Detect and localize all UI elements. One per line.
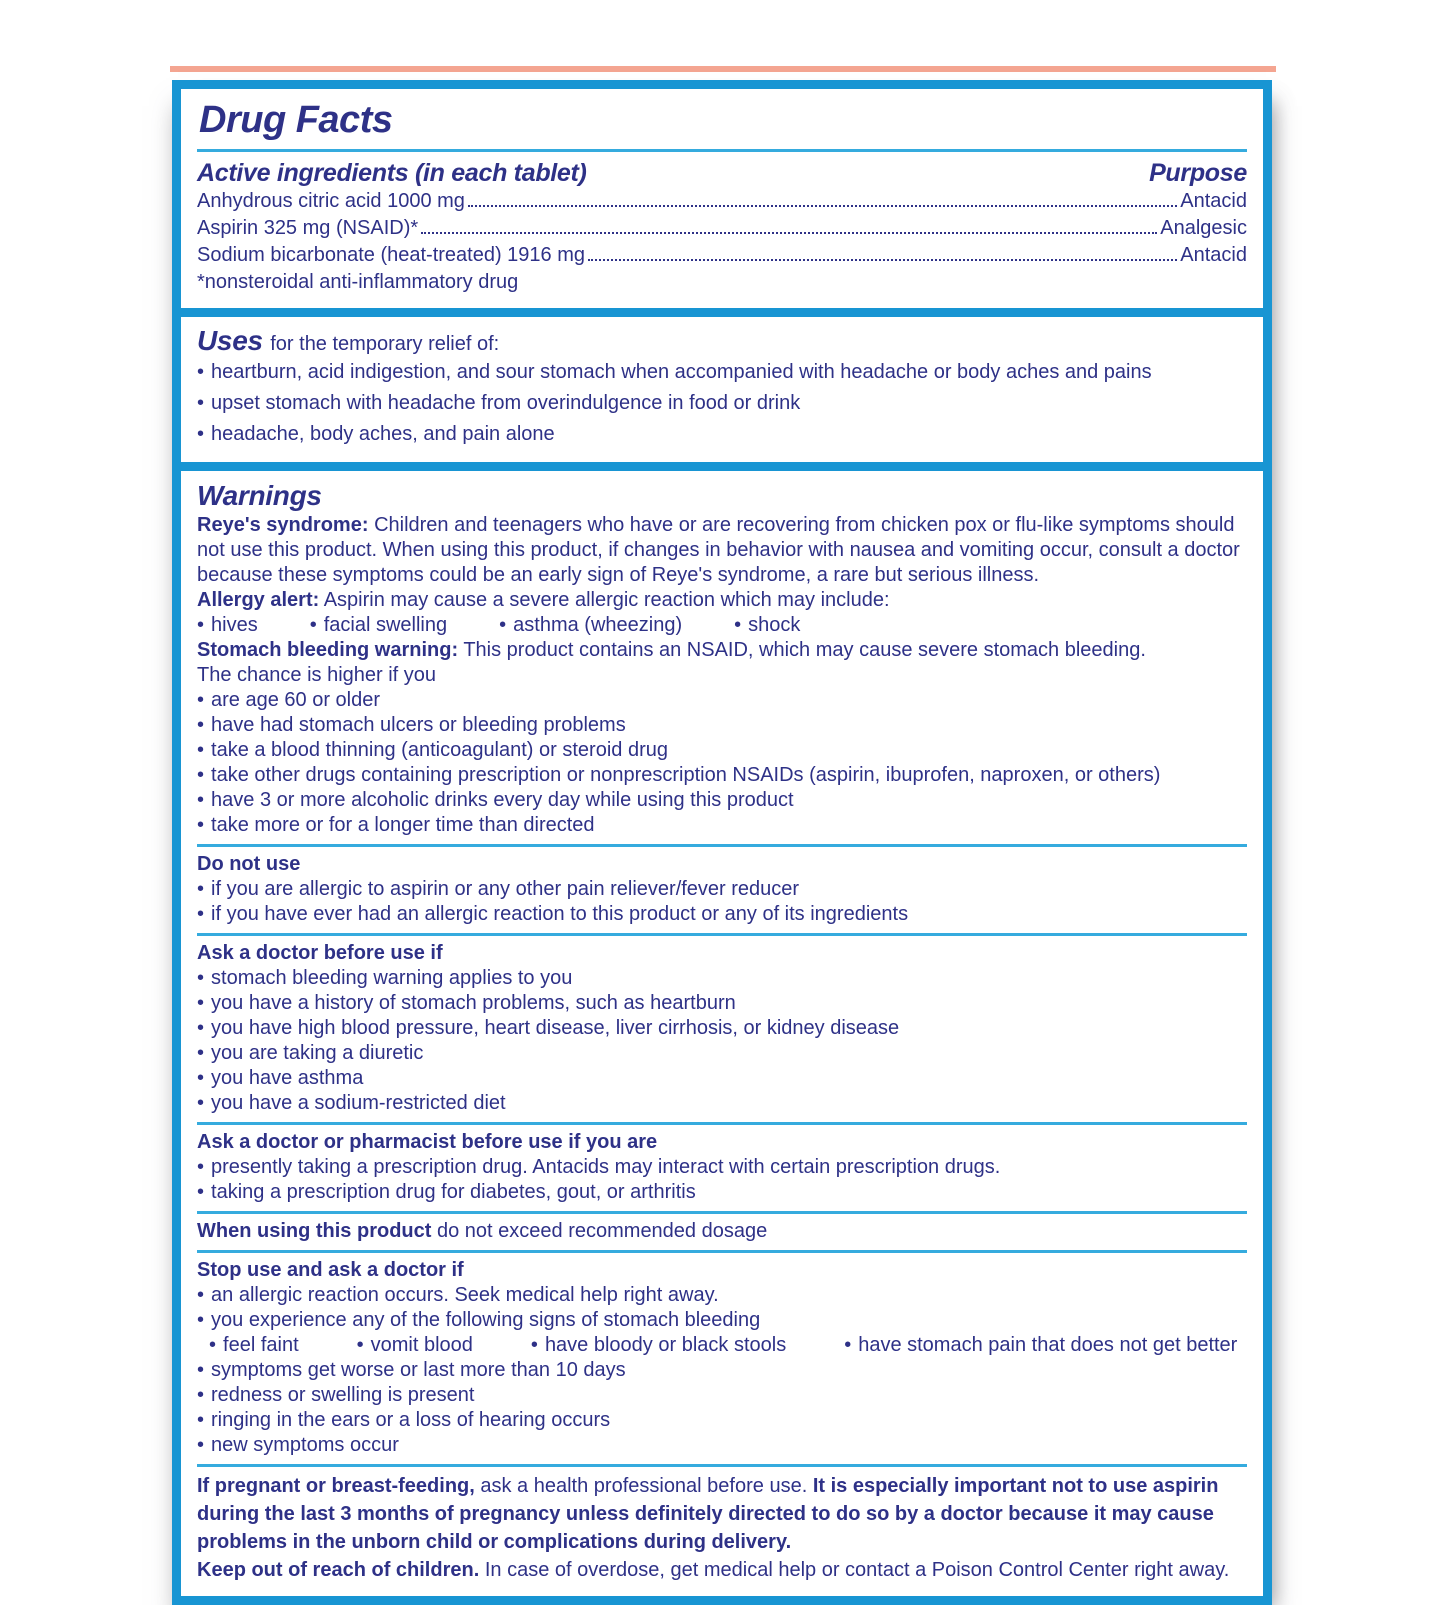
dotted-leader [468,205,1177,207]
ingredient-name: Sodium bicarbonate (heat-treated) 1916 mg [197,244,586,266]
allergy-symptom: • facial swelling [310,613,447,638]
uses-heading: Uses for the temporary relief of: [197,325,500,356]
allergy-symptom: • shock [734,613,800,638]
ask-doctor-bullet: • you have asthma [197,1066,1247,1091]
title-divider [197,149,1247,152]
chance-bullet: • take more or for a longer time than directed [197,813,1247,838]
ingredient-name: Aspirin 325 mg (NSAID)* [197,217,419,239]
purpose-heading: Purpose [1149,159,1247,187]
nsaid-footnote: *nonsteroidal anti-inflammatory drug [197,271,519,293]
ask-pharmacist-heading: Ask a doctor or pharmacist before use if you are [197,1131,658,1153]
dotted-leader [421,232,1157,234]
ask-doctor-bullet: • you have a history of stomach problems, such as heartburn [197,991,1247,1016]
section-uses [181,317,1263,462]
ingredient-row [197,188,1247,215]
subsection-divider [197,1211,1247,1214]
ingredient-row [197,242,1247,269]
stop-use-bullet: • ringing in the ears or a loss of hearing occurs [197,1408,1247,1433]
section-divider-bar [181,308,1263,317]
chance-bullet: • take other drugs containing prescription or nonprescription NSAIDs (aspirin, ibuprofen, naproxen, or others) [197,763,1247,788]
subsection-divider [197,844,1247,847]
uses-bullet: • heartburn, acid indigestion, and sour stomach when accompanied with headache or body aches and pains [197,357,1247,388]
subsection-divider [197,1122,1247,1125]
ingredient-purpose: Antacid [1180,244,1247,266]
ask-doctor-bullet: • stomach bleeding warning applies to you [197,966,1247,991]
chance-intro: The chance is higher if you [197,664,437,686]
do-not-use-bullet: • if you are allergic to aspirin or any other pain reliever/fever reducer [197,877,1247,902]
bleeding-sign: • have stomach pain that does not get better [844,1333,1237,1358]
section-active-ingredients [181,89,1263,308]
ask-pharmacist-bullet: • taking a prescription drug for diabetes, gout, or arthritis [197,1180,1247,1205]
stop-use-bullet: • an allergic reaction occurs. Seek medical help right away. [197,1283,1247,1308]
ingredient-purpose: Antacid [1180,190,1247,212]
bleeding-signs-row [209,1333,1247,1358]
subsection-divider [197,1464,1247,1467]
section-divider-bar [181,462,1263,471]
keep-out-of-reach: Keep out of reach of children. In case of overdose, get medical help or contact a Poison Control Center right away. [197,1559,1230,1581]
chance-bullet: • have had stomach ulcers or bleeding problems [197,713,1247,738]
stop-use-heading: Stop use and ask a doctor if [197,1259,464,1281]
chance-bullet: • have 3 or more alcoholic drinks every day while using this product [197,788,1247,813]
do-not-use-bullet: • if you have ever had an allergic reaction to this product or any of its ingredients [197,902,1247,927]
uses-list [197,357,1247,450]
ask-doctor-bullet: • you have high blood pressure, heart disease, liver cirrhosis, or kidney disease [197,1016,1247,1041]
uses-bullet: • headache, body aches, and pain alone [197,419,1247,450]
bleeding-sign: • feel faint [209,1333,299,1358]
stop-use-bullet: • new symptoms occur [197,1433,1247,1458]
subsection-divider [197,1250,1247,1253]
ask-doctor-bullet: • you are taking a diuretic [197,1041,1247,1066]
page-title: Drug Facts [199,99,393,141]
ask-doctor-heading: Ask a doctor before use if [197,942,443,964]
ask-pharmacist-bullet: • presently taking a prescription drug. Antacids may interact with certain prescription drugs. [197,1155,1247,1180]
uses-bullet: • upset stomach with headache from overindulgence in food or drink [197,388,1247,419]
allergy-alert: Allergy alert: Aspirin may cause a severe allergic reaction which may include: [197,589,890,611]
pregnancy-warning: If pregnant or breast-feeding, ask a health professional before use. It is especially important not to use aspirin during the last 3 months of pregnancy unless definitely directed to do so by a doctor because it may cause problems in the unborn child or complications during delivery. [197,1475,1219,1553]
section-warnings [181,471,1263,1596]
allergy-symptoms-row [197,613,1247,638]
active-ingredients-heading: Active ingredients (in each tablet) [197,159,587,187]
stomach-bleeding-warning: Stomach bleeding warning: This product contains an NSAID, which may cause severe stomach bleeding. [197,639,1146,661]
salmon-top-stripe [170,66,1276,72]
drug-facts-label [172,80,1272,1605]
dotted-leader [588,259,1177,261]
ingredient-name: Anhydrous citric acid 1000 mg [197,190,465,212]
stop-use-bullet: • redness or swelling is present [197,1383,1247,1408]
warnings-heading: Warnings [197,480,322,511]
chance-bullet: • take a blood thinning (anticoagulant) or steroid drug [197,738,1247,763]
subsection-divider [197,933,1247,936]
allergy-symptom: • hives [197,613,258,638]
ask-doctor-bullet: • you have a sodium-restricted diet [197,1091,1247,1116]
allergy-symptom: • asthma (wheezing) [499,613,682,638]
ingredient-purpose: Analgesic [1160,217,1247,239]
do-not-use-heading: Do not use [197,853,301,875]
chance-bullet: • are age 60 or older [197,688,1247,713]
bleeding-sign: • vomit blood [357,1333,473,1358]
stop-use-bullet: • you experience any of the following signs of stomach bleeding [197,1308,1247,1333]
bleeding-sign: • have bloody or black stools [531,1333,786,1358]
reyes-warning: Reye's syndrome: Children and teenagers who have or are recovering from chicken pox or flu-like symptoms should not use this product. When using this product, if changes in behavior with nausea and vomiting occur, consult a doctor because these symptoms could be an early sign of Reye's syndrome, a rare but serious illness. [197,514,1240,586]
uses-intro: for the temporary relief of: [270,333,500,355]
stop-use-bullet: • symptoms get worse or last more than 10 days [197,1358,1247,1383]
active-ingredients-header [197,159,1247,188]
ingredient-row [197,215,1247,242]
when-using-line: When using this product do not exceed recommended dosage [197,1220,768,1242]
